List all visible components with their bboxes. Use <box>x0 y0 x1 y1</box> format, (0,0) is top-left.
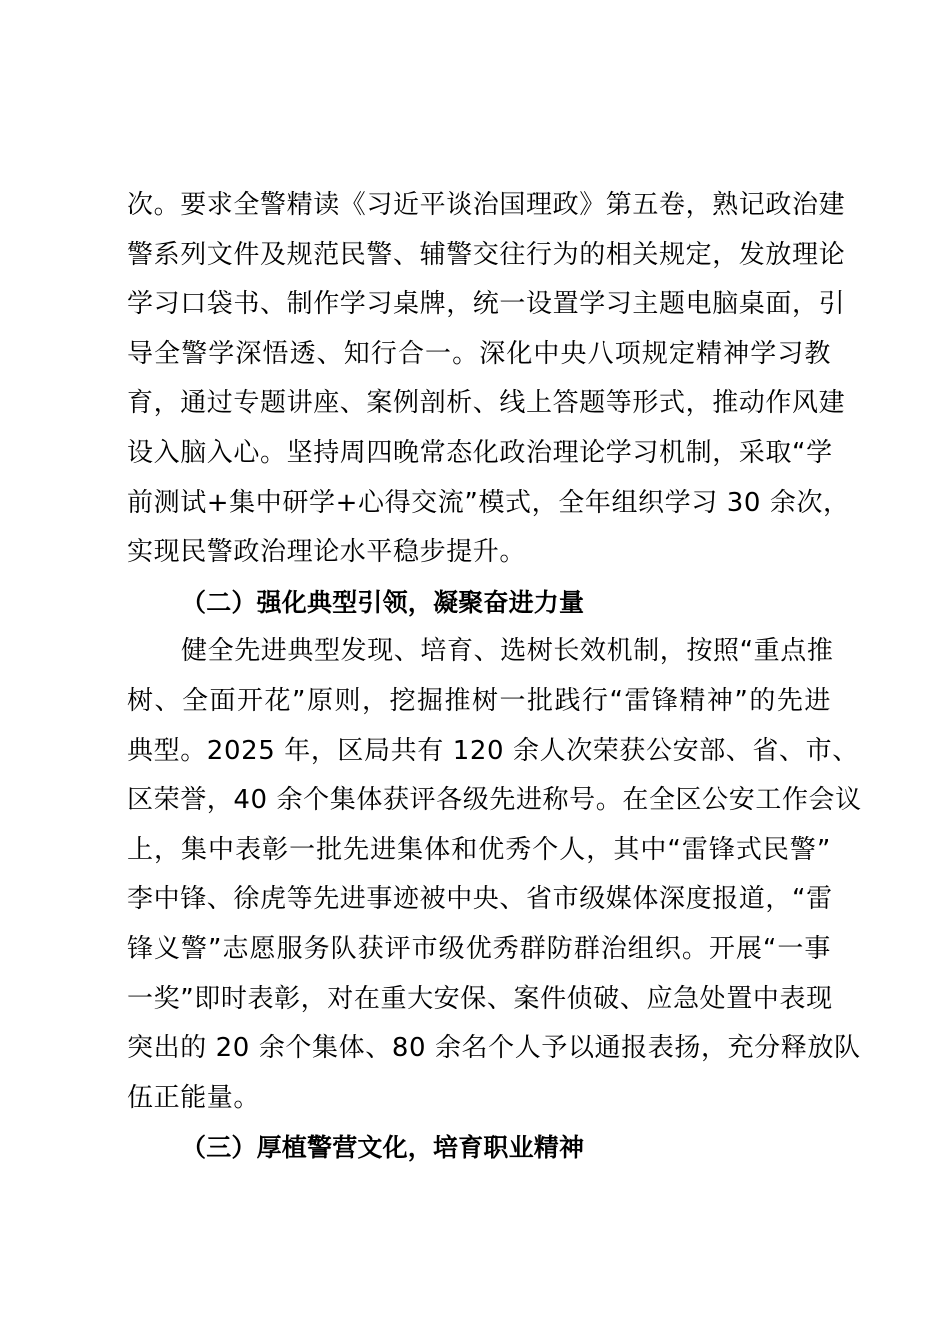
paragraph-line: 树、全面开花”原则，挖掘推树一批践行“雷锋精神”的先进 <box>127 685 831 716</box>
paragraph-typical-models <box>127 627 862 1123</box>
paragraph-line: 警系列文件及规范民警、辅警交往行为的相关规定，发放理论 <box>127 239 846 270</box>
paragraph-line: 一奖”即时表彰，对在重大安保、案件侦破、应急处置中表现 <box>127 983 833 1014</box>
paragraph-line: 实现民警政治理论水平稳步提升。 <box>127 537 527 568</box>
paragraph-line: 前测试+集中研学+心得交流”模式，全年组织学习 30 余次， <box>127 487 850 518</box>
paragraph-line: 典型。2025 年，区局共有 120 余人次荣获公安部、省、市、 <box>127 735 859 766</box>
paragraph-line: 学习口袋书、制作学习桌牌，统一设置学习主题电脑桌面，引 <box>127 289 846 320</box>
paragraph-line: 李中锋、徐虎等先进事迹被中央、省市级媒体深度报道，“雷 <box>127 884 833 915</box>
paragraph-line: 锋义警”志愿服务队获评市级优秀群防群治组织。开展“一事 <box>127 933 831 964</box>
paragraph-line: 伍正能量。 <box>127 1082 261 1113</box>
paragraph-line: 突出的 20 余个集体、80 余名个人予以通报表扬，充分释放队 <box>127 1033 861 1064</box>
paragraph-line: 健全先进典型发现、培育、选树长效机制，按照“重点推 <box>181 636 834 667</box>
paragraph-line: 上，集中表彰一批先进集体和优秀个人，其中“雷锋式民警” <box>127 834 831 865</box>
document-page <box>127 181 862 1173</box>
paragraph-line: 区荣誉，40 余个集体获评各级先进称号。在全区公安工作会议 <box>127 785 862 816</box>
paragraph-political-study <box>127 181 850 578</box>
section-heading-2: （二）强化典型引领，凝聚奋进力量 <box>181 587 585 617</box>
paragraph-line: 导全警学深悟透、知行合一。深化中央八项规定精神学习教 <box>127 338 831 369</box>
section-heading-3: （三）厚植警营文化，培育职业精神 <box>181 1133 585 1163</box>
paragraph-line: 设入脑入心。坚持周四晚常态化政治理论学习机制，采取“学 <box>127 437 833 468</box>
paragraph-line: 次。要求全警精读《习近平谈治国理政》第五卷，熟记政治建 <box>127 190 846 220</box>
paragraph-line: 育，通过专题讲座、案例剖析、线上答题等形式，推动作风建 <box>127 388 846 419</box>
